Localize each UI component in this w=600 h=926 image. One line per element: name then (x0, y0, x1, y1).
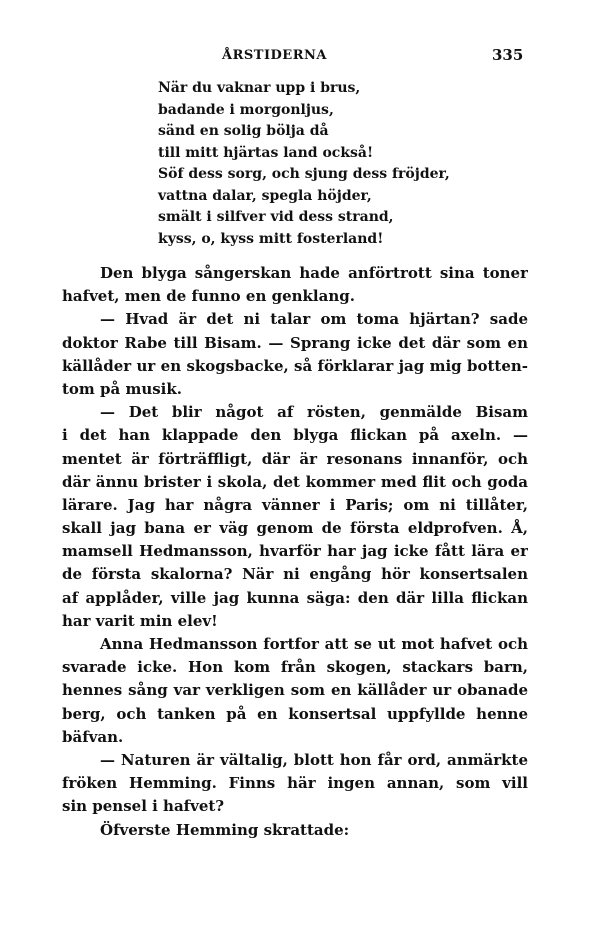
poem-line: Söf dess sorg, och sjung dess fröjder, (158, 166, 450, 182)
prose-line: — Hvad är det ni talar om toma hjärtan? sade (100, 310, 528, 329)
prose-line: lärare. Jag har några vänner i Paris; om ni tillåter, (62, 495, 528, 514)
prose-line: doktor Rabe till Bisam. — Sprang icke det där som en (62, 333, 528, 352)
prose-line: sin pensel i hafvet? (62, 797, 225, 816)
poem-stanza (158, 78, 538, 250)
prose-line: källåder ur en skogsbacke, så förklarar jag mig botten- (62, 356, 528, 375)
prose-line: — Naturen är vältalig, blott hon får ord, anmärkte (100, 750, 528, 769)
prose-line: de första skalorna? När ni engång hör konsertsalen (62, 565, 528, 584)
prose-line: mamsell Hedmansson, hvarför har jag icke fått lära er (62, 542, 528, 561)
prose-line: berg, och tanken på en konsertsal uppfyllde henne (62, 704, 528, 723)
poem-line: sänd en solig bölja då (158, 123, 329, 139)
prose-line: bäfvan. (62, 727, 124, 746)
prose-line: svarade icke. Hon kom från skogen, stackars barn, (62, 658, 528, 677)
prose-line: — Det blir något af rösten, genmälde Bisam (100, 403, 528, 422)
poem-line: badande i morgonljus, (158, 101, 334, 118)
prose-body (62, 262, 528, 842)
poem-line: När du vaknar upp i brus, (158, 80, 361, 96)
poem-line: vattna dalar, spegla höjder, (158, 187, 372, 204)
poem-line: till mitt hjärtas land också! (158, 144, 374, 161)
prose-line: hafvet, men de funno en genklang. (62, 287, 355, 306)
prose-line: i det han klappade den blyga flickan på axeln. — (62, 426, 528, 445)
prose-line: fröken Hemming. Finns här ingen annan, som vill (62, 774, 528, 793)
prose-line: mentet är förträffligt, där är resonans innanför, och (62, 449, 528, 468)
prose-line: där ännu brister i skola, det kommer med flit och goda (62, 472, 528, 491)
prose-line: har varit min elev! (62, 611, 218, 630)
poem-line: kyss, o, kyss mitt fosterland! (158, 230, 384, 247)
prose-line: Den blyga sångerskan hade anförtrott sina toner (100, 264, 528, 282)
prose-line: af applåder, ville jag kunna säga: den där lilla flickan (62, 588, 528, 607)
prose-line: Öfverste Hemming skrattade: (100, 820, 350, 839)
poem-line: smält i silfver vid dess strand, (158, 209, 394, 225)
running-title: ÅRSTIDERNA (222, 48, 327, 63)
prose-line: skall jag bana er väg genom de första eldprofven. Å, (62, 519, 528, 538)
prose-line: tom på musik. (62, 379, 182, 398)
prose-line: Anna Hedmansson fortfor att se ut mot hafvet och (100, 635, 528, 653)
page-number: 335 (492, 46, 524, 64)
prose-line: hennes sång var verkligen som en källåder ur obanade (62, 681, 528, 700)
